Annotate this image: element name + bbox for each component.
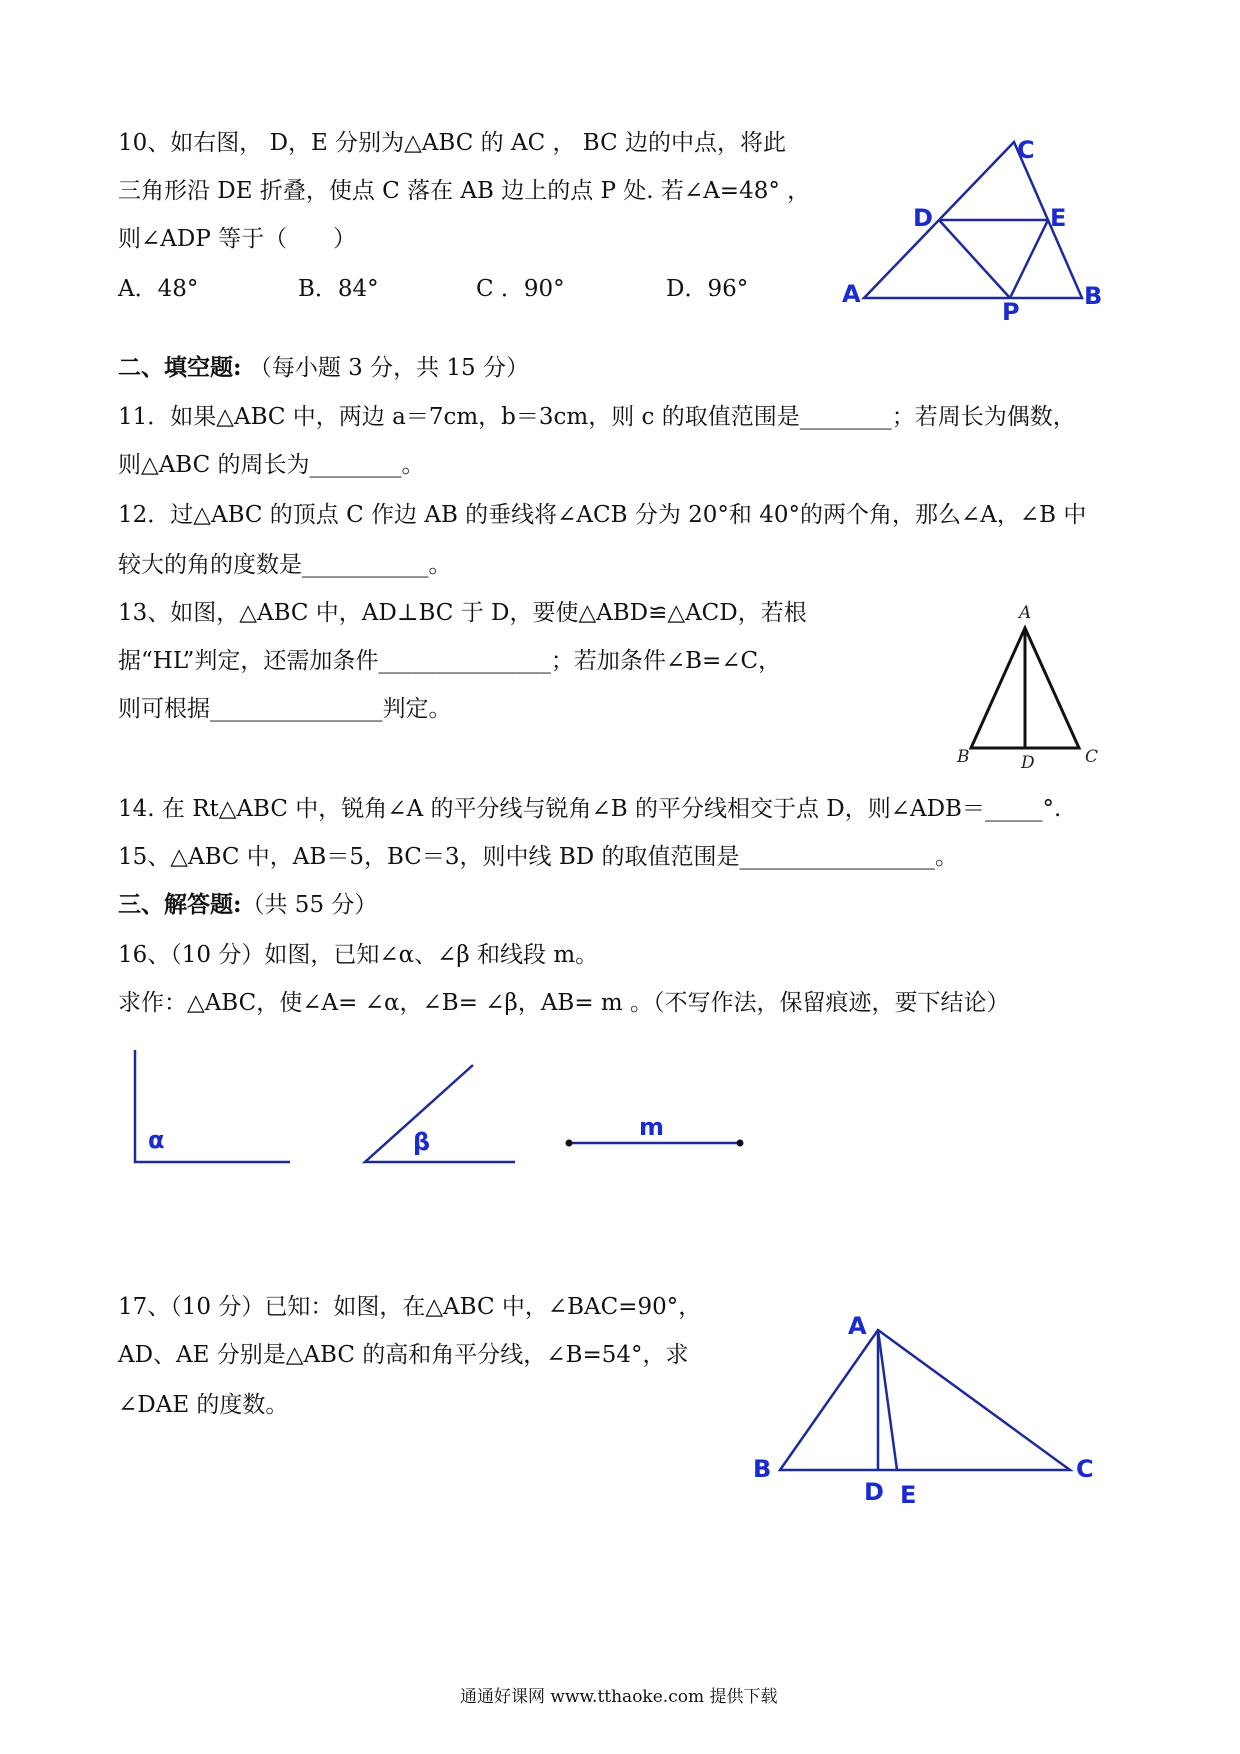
q13-label-c: C <box>1085 747 1099 767</box>
section3-note: （共 55 分） <box>241 892 378 918</box>
q10-label-c: C <box>1017 136 1035 164</box>
q10-label-d: D <box>913 204 933 232</box>
section3-title: 三、解答题: <box>118 891 242 918</box>
q17-label-c: C <box>1076 1455 1094 1483</box>
q17-line1: 17、（10 分）已知：如图，在△ABC 中，∠BAC=90°， <box>118 1294 702 1320</box>
q16-segment-m-endpoint-left <box>566 1140 573 1147</box>
q17-line3: ∠DAE 的度数。 <box>118 1392 289 1418</box>
q10-line2: 三角形沿 DE 折叠，使点 C 落在 AB 边上的点 P 处. 若∠A=48° ， <box>118 178 811 204</box>
q10-label-b: B <box>1084 282 1103 310</box>
q14-line1: 14. 在 Rt△ABC 中，锐角∠A 的平分线与锐角∠B 的平分线相交于点 D，则∠ADB＝_____°. <box>118 796 1062 822</box>
q13-line2: 据“HL”判定，还需加条件_______________；若加条件∠B=∠C， <box>118 648 782 674</box>
q16-angle-alpha-figure <box>120 1040 300 1175</box>
q16-angle-beta-figure <box>355 1060 535 1175</box>
q17-label-a: A <box>848 1312 867 1340</box>
q17-line2: AD、AE 分别是△ABC 的高和角平分线，∠B=54°，求 <box>118 1342 689 1368</box>
q16-line2: 求作：△ABC，使∠A= ∠α，∠B= ∠β，AB= m 。（不写作法，保留痕迹，要下结论） <box>118 990 1010 1016</box>
q10-option-b: B．84° <box>298 276 379 302</box>
section2-title: 二、填空题: <box>118 354 242 381</box>
section3-heading <box>118 890 377 920</box>
q15-line1: 15、△ABC 中，AB＝5，BC＝3，则中线 BD 的取值范围是_________________。 <box>118 844 958 870</box>
q17-label-e: E <box>900 1481 917 1509</box>
q11-line2: 则△ABC 的周长为________。 <box>118 452 425 478</box>
q16-line1: 16、（10 分）如图，已知∠α、∠β 和线段 m。 <box>118 942 599 968</box>
q16-angle-beta-rays <box>365 1065 515 1162</box>
q13-triangle-figure <box>955 600 1125 780</box>
q13-line1: 13、如图，△ABC 中，AD⊥BC 于 D，要使△ABD≌△ACD，若根 <box>118 600 807 626</box>
q13-label-a: A <box>1019 603 1032 623</box>
q13-label-d: D <box>1021 753 1035 773</box>
q10-line1: 10、如右图， D，E 分别为△ABC 的 AC ， BC 边的中点，将此 <box>118 130 787 156</box>
q12-line2: 较大的角的度数是___________。 <box>118 552 452 578</box>
q10-label-a: A <box>842 280 861 308</box>
q17-segment-ae <box>878 1330 897 1470</box>
q17-triangle-figure <box>750 1310 1130 1520</box>
q10-option-d: D．96° <box>666 276 749 302</box>
q10-segment-dp <box>939 220 1010 298</box>
page-footer: 通通好课网 www.tthaoke.com 提供下载 <box>460 1687 778 1707</box>
q13-label-b: B <box>957 747 970 767</box>
q10-label-e: E <box>1050 204 1067 232</box>
q10-label-p: P <box>1002 298 1020 326</box>
q16-label-beta: β <box>413 1128 431 1156</box>
q17-label-d: D <box>864 1478 884 1506</box>
q10-line3: 则∠ADP 等于（ ） <box>118 226 357 252</box>
q13-line3: 则可根据_______________判定。 <box>118 696 452 722</box>
q10-segment-ep <box>1010 220 1048 298</box>
q16-label-m: m <box>639 1113 665 1141</box>
q16-label-alpha: α <box>148 1126 165 1154</box>
q10-option-a: A．48° <box>118 276 199 302</box>
section2-note: （每小题 3 分，共 15 分） <box>248 355 529 381</box>
q16-segment-m-endpoint-right <box>737 1140 744 1147</box>
q12-line1: 12．过△ABC 的顶点 C 作边 AB 的垂线将∠ACB 分为 20°和 40°的两个角，那么∠A，∠B 中 <box>118 502 1087 528</box>
q17-label-b: B <box>753 1455 772 1483</box>
q10-triangle-figure <box>840 130 1120 330</box>
q11-line1: 11．如果△ABC 中，两边 a＝7cm，b＝3cm，则 c 的取值范围是________；若周长为偶数， <box>118 404 1076 430</box>
section2-heading <box>118 353 529 383</box>
q10-option-c: C ．90° <box>476 276 565 302</box>
q17-triangle-abc <box>780 1330 1070 1470</box>
q16-segment-m-figure <box>555 1105 755 1155</box>
